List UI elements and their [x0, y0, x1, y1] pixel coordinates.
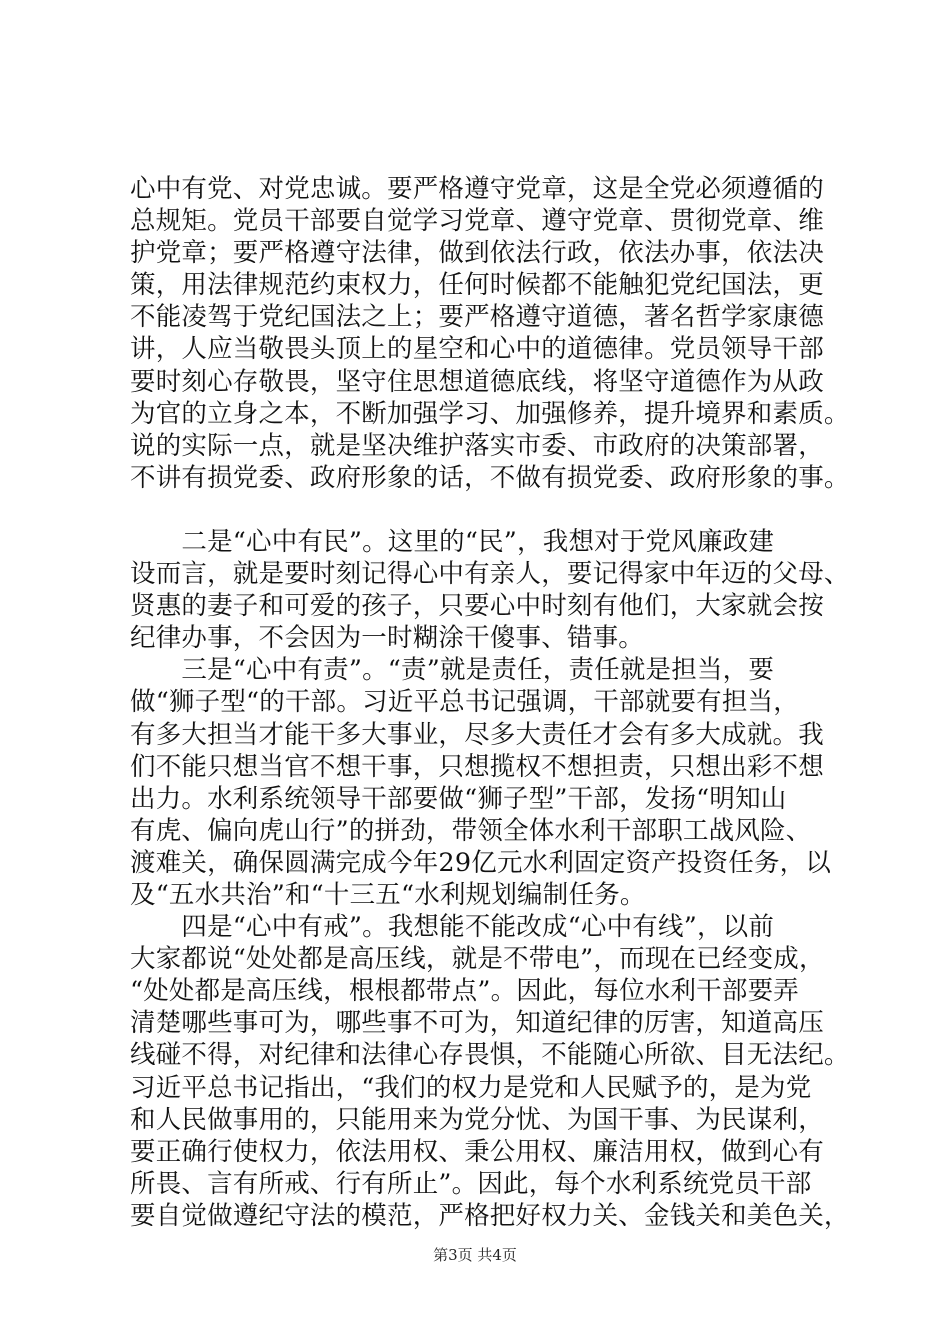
text-line: 清楚哪些事可为，哪些事不可为，知道纪律的厉害，知道高压: [130, 1008, 824, 1039]
text-line: 二是“心中有民”。这里的“民”，我想对于党风廉政建: [130, 526, 775, 557]
text-line: 策，用法律规范约束权力，任何时候都不能触犯党纪国法，更: [130, 270, 824, 301]
text-line: 四是“心中有戒”。我想能不能改成“心中有线”，以前: [130, 912, 775, 943]
text-line: 出力。水利系统领导干部要做“狮子型”干部，发扬“明知山: [130, 783, 787, 814]
text-line: 为官的立身之本，不断加强学习、加强修养，提升境界和素质。: [130, 398, 850, 429]
text-line: 总规矩。党员干部要自觉学习党章、遵守党章、贯彻党章、维: [130, 206, 824, 237]
text-line: 贤惠的妻子和可爱的孩子，只要心中时刻有他们，大家就会按: [130, 591, 824, 622]
text-line: 有多大担当才能干多大事业，尽多大责任才会有多大成就。我: [130, 719, 824, 750]
text-line: 设而言，就是要时刻记得心中有亲人，要记得家中年迈的父母、: [130, 559, 850, 590]
text-line: 及“五水共治”和“十三五“水利规划编制任务。: [130, 879, 646, 910]
text-line: 所畏、言有所戒、行有所止”。因此，每个水利系统党员干部: [130, 1168, 812, 1199]
text-line: 做“狮子型“的干部。习近平总书记强调，干部就要有担当，: [130, 687, 799, 718]
text-line: 三是“心中有责”。“责”就是责任，责任就是担当，要: [130, 655, 775, 686]
text-line: 习近平总书记指出，“我们的权力是党和人民赋予的，是为党: [130, 1072, 812, 1103]
text-line: 讲，人应当敬畏头顶上的星空和心中的道德律。党员领导干部: [130, 334, 824, 365]
paragraph-xin-zhong-you-ze: [130, 654, 840, 911]
text-line: “处处都是高压线，根根都带点”。因此，每位水利干部要弄: [130, 976, 799, 1007]
text-line: 和人民做事用的，只能用来为党分忧、为国干事、为民谋利，: [130, 1104, 824, 1135]
text-line: 纪律办事，不会因为一时糊涂干傻事、错事。: [130, 623, 645, 654]
text-line: 护党章；要严格遵守法律，做到依法行政，依法办事，依法决: [130, 238, 824, 269]
page-number: 第3页 共4页: [433, 1246, 517, 1264]
text-line: 线碰不得，对纪律和法律心存畏惧，不能随心所欲、目无法纪。: [130, 1040, 850, 1071]
paragraph-spacer: [130, 494, 840, 526]
text-line: 要时刻心存敬畏，坚守住思想道德底线，将坚守道德作为从政: [130, 366, 824, 397]
document-body: [130, 173, 850, 1232]
paragraph-continuation: [130, 173, 850, 494]
text-line: 要正确行使权力，依法用权、秉公用权、廉洁用权，做到心有: [130, 1136, 824, 1167]
text-line: 要自觉做遵纪守法的模范，严格把好权力关、金钱关和美色关，: [130, 1200, 850, 1231]
text-line: 说的实际一点，就是坚决维护落实市委、市政府的决策部署，: [130, 430, 824, 461]
page-footer: [0, 1245, 950, 1265]
text-line: 有虎、偏向虎山行”的拼劲，带领全体水利干部职工战风险、: [130, 815, 812, 846]
text-line: 不能凌驾于党纪国法之上；要严格遵守道德，著名哲学家康德: [130, 302, 824, 333]
text-line: 不讲有损党委、政府形象的话，不做有损党委、政府形象的事。: [130, 462, 850, 493]
text-line: 心中有党、对党忠诚。要严格遵守党章，这是全党必须遵循的: [130, 174, 824, 204]
text-line: 渡难关，确保圆满完成今年29亿元水利固定资产投资任务，以: [130, 847, 832, 878]
text-line: 们不能只想当官不想干事，只想揽权不想担责，只想出彩不想: [130, 751, 824, 782]
text-line: 大家都说“处处都是高压线，就是不带电”，而现在已经变成，: [130, 944, 825, 975]
paragraph-xin-zhong-you-jie: [130, 911, 850, 1232]
paragraph-xin-zhong-you-min: [130, 526, 850, 654]
